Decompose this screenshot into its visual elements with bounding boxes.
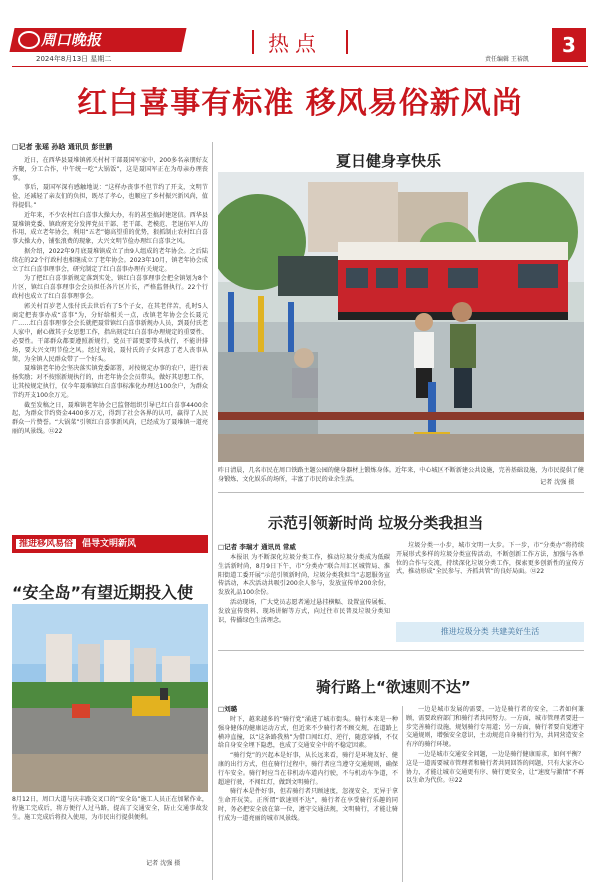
fitness-photo xyxy=(218,172,584,462)
issue-date: 2024年8月13日 星期二 xyxy=(36,55,112,63)
wedding-funeral-article xyxy=(12,142,208,438)
article-paragraph: 近年来，不少农村红白喜事大操大办，有的甚至搞封建迷信。西华县聂堆镇党委、镇政府充分发挥党员干部、老干部、老模范、老退伍军人的作用，成立老年协会，利用“五老”德高望重的优势，狠抓制止农村红白喜事大操大办，铺张浪费的现象，大兴文明节俭办理红白喜事之风。 xyxy=(12,211,208,246)
column-divider xyxy=(402,706,403,882)
garbage-byline: □记者 李瑞才 通讯员 常威 xyxy=(218,543,296,551)
cycling-paragraph: 一边是城市交通安全问题，一边是骑行健康需求，如何平衡？这是一道需要城市管理者和骑行者共同回答的问题，只有大家齐心协力，才能让城市交通更有序、骑行更安全，让“速度与激情”不再以生命为代价。⑫22 xyxy=(406,750,584,785)
responsible-editor: 责任编辑 王裕凯 xyxy=(485,56,529,63)
garbage-paragraph: 本报讯 为不断深化垃圾分类工作，推动垃圾分类成为低碳生活新时尚，8月9日下午，市“分类办”联合川汇区城管局、淮阳街道工委开展“示范引领新时尚，垃圾分类我担当”志愿服务宣传活动，本次活动共吸引200余人参与，发放宣传单200余份，发放礼品100余份。 xyxy=(218,554,390,597)
main-headline: 红白喜事有标准 移风易俗新风尚 xyxy=(77,86,523,121)
garbage-column-1 xyxy=(218,554,390,626)
article-paragraph: 近日，在西华县聂堆镇郭关村村干部聂国军家中，200多名亲朋好友齐聚，分工合作，中午统一吃“大锅饭”，这是聂国军正在为母亲办理丧事。 xyxy=(12,157,208,182)
garbage-promo-strip: 推进垃圾分类 共建美好生活 xyxy=(396,622,584,642)
article-paragraph: 据介绍，2022年9月底聂堆镇成立了由9人组成的老年协会。之后陆续在的22个行政村也相继成立了老年协会。2023年10月，镇老年协会成立了红白喜事理事会，研究制定了红白喜事办理有关规定。 xyxy=(12,247,208,273)
masthead-rule xyxy=(12,66,588,67)
section-rule xyxy=(218,650,584,651)
fitness-caption: 昨日清晨，几名市民在周口铁路主题公园的健身器材上锻炼身体。近年来，中心城区不断新建公共设施，完善基础设施，为市民提供了健身锻炼、文化娱乐的场所，丰富了市民的业余生活。 xyxy=(218,467,584,483)
section-title: 热点 xyxy=(268,32,322,56)
garbage-paragraph: 活动现场，广大党员志愿者通过悬挂横幅、设置宣传展板、发放宣传资料、现场讲解等方式，向过往市民普及垃圾分类知识，传播绿色生活理念。 xyxy=(218,598,390,624)
campaign-banner xyxy=(12,535,208,553)
cycling-paragraph: 时下，越来越多的“骑行党”涌进了城市街头。骑行本来是一种强身健体的健康运动方式，但近来不少骑行者不顾交规，在道路上横冲直撞，以“这条路我熟”为借口闯红灯、逆行，随意穿插，不仅给自身安全埋下隐患，也成了交通安全中的不稳定因素。 xyxy=(218,716,398,750)
newspaper-logo: 周口晚报 xyxy=(9,28,186,52)
fitness-credit: 记者 沈强 摄 xyxy=(540,479,575,486)
article-paragraph: 事后，聂国军深有感触地说：“这样办丧事不但节约了开支，文明节俭，还减轻了亲友们的负担，既尽了孝心，也顺应了乡村振兴新风尚，值得提倡。” xyxy=(12,184,208,209)
garbage-paragraph: 垃圾分类一小步，城市文明一大步。下一步，市“分类办”将持续开展形式多样的垃圾分类宣传活动，不断创新工作方法，加强与各单位的合作与交流，持续深化垃圾分类工作，探索更多创新性的宣传方式，推动形成“全民参与、齐抓共管”的良好局面。⑫22 xyxy=(396,542,584,576)
section-divider-left xyxy=(252,30,254,54)
logo-emblem-icon xyxy=(18,31,40,49)
cycling-paragraph: “骑行党”的兴起本是好事，从长远来看，骑行是环境友好、健康的出行方式，但在骑行过程中，骑行者应当遵守交通规则，确保行车安全。骑行时应当在非机动车道内行驶，不与机动车争道，不超速行驶，不闯红灯，做到文明骑行。 xyxy=(218,752,398,786)
safety-island-headline: “安全岛”有望近期投入使 xyxy=(12,583,194,602)
campaign-tag: 推进移风易俗 xyxy=(16,539,76,549)
cycling-headline: 骑行路上“欲速则不达” xyxy=(316,678,471,696)
column-divider xyxy=(212,142,213,880)
garbage-headline: 示范引领新时尚 垃圾分类我担当 xyxy=(268,514,484,532)
section-rule xyxy=(218,492,584,493)
cycling-paragraph: 骑行本是件好事，但若骑行者只顾速度，忽视安全，无异于拿生命开玩笑。正所谓“欲速则不达”，骑行者在享受骑行乐趣的同时，务必把安全放在第一位，遵守交通法规，文明骑行，才能让骑行成为一道亮丽的城市风景线。 xyxy=(218,788,398,822)
safety-island-photo xyxy=(12,604,208,792)
article-paragraph: 为了把红白喜事新规定落到实处，镇红白喜事理事会把全镇划为8个片区，镇红白喜事理事会会员担任各片区片长，严格监督执行。22个行政村也成立了红白喜事理事会。 xyxy=(12,275,208,300)
article-paragraph: 郭关村百岁老人张付氏去世后有了5个子女，在其老伴苦，孔时5人商定把丧事办成“喜事”为，分好给相关一点，改镇老年协会会长聂元广……红白喜事理事会会长就把聂常镇红白喜事新规办人员，到聂付氏老人家中，耐心做其子女思想工作，指出刻定红白喜事办理规定的重要性、必要性。干部群众都要遵照新规行，党员干部更要带头执行，不能讲排场，要大兴文明节俭之风。经过劝说，聂付氏的子女同意了老人丧事从简，为全镇人民群众带了一个好头。 xyxy=(12,302,208,363)
garbage-column-2 xyxy=(396,542,584,578)
cycling-byline: □刘璐 xyxy=(218,705,238,713)
cycling-paragraph: 一边是城市发展的需要，一边是骑行者的安全，二者如何兼顾，需要政府部门和骑行者共同努力。一方面，城市管理者要进一步完善骑行设施，规划骑行专用道；另一方面，骑行者要自觉遵守交通规则，增强安全意识，主动规范自身骑行行为，共同营造安全有序的骑行环境。 xyxy=(406,706,584,749)
fitness-headline: 夏日健身享快乐 xyxy=(336,152,442,170)
safety-island-caption: 8月12日，周口大道与庆丰路交叉口的“安全岛”施工人员正在加紧作业，待施工完成后，将方便行人过马路，提高了交通安全，防止交通事故发生。施工完成后将投入使用，为市民出行提供便利。 xyxy=(12,796,208,821)
page-number: 3 xyxy=(552,28,586,62)
article-paragraph: 截至发稿之日，聂堆镇老年协会已监督组织引导已红白喜事4400余起，为群众节约资金4400多万元，得到了社会各界的认可，赢得了人民群众一片赞誉。“大锅菜”引领红白喜事新风尚，已经成为了聂堆镇一道亮丽的风景线。⑫22 xyxy=(12,401,208,435)
section-divider-right xyxy=(346,30,348,54)
cycling-column-1 xyxy=(218,716,398,825)
cycling-column-2 xyxy=(406,706,584,787)
article-paragraph: 聂堆镇老年协会坚决落实镇党委部署，对按规定办事的农户，进行表扬奖励；对不按照新规执行的，由老年协会会员带头，做好其思想工作，让其按规定执行，仅今年聂堆镇红白喜事标准化办理达100余户，为群众节约开支100余万元。 xyxy=(12,365,208,399)
campaign-slogan: 倡导文明新风 xyxy=(82,539,137,549)
masthead xyxy=(0,0,600,66)
article-byline: □记者 张瑶 孙晗 通讯员 彭世鹏 xyxy=(12,143,113,151)
safety-island-credit: 记者 沈强 摄 xyxy=(146,860,181,867)
